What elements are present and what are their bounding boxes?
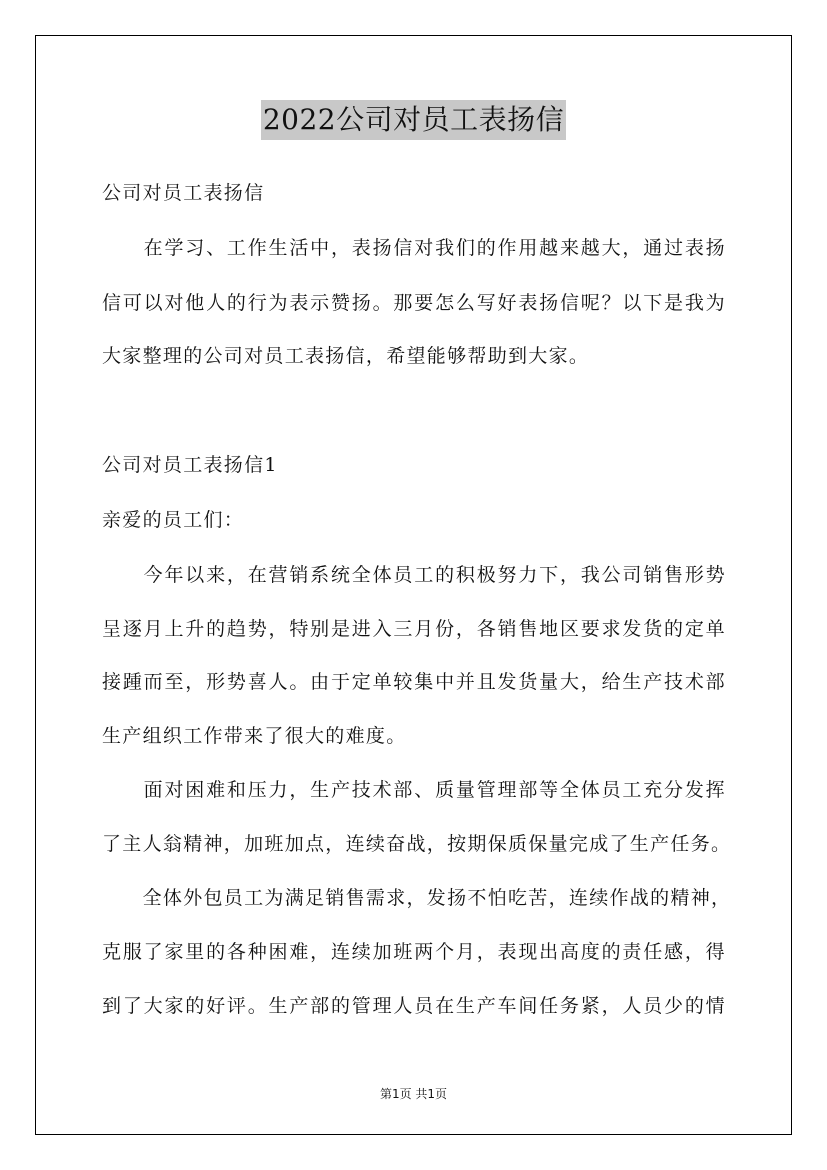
section-heading: 公司对员工表扬信1 [102,454,278,476]
paragraph-line: 全体外包员工为满足销售需求，发扬不怕吃苦，连续作战的精神， [102,887,732,909]
paragraph-line: 面对困难和压力，生产技术部、质量管理部等全体员工充分发挥 [102,779,726,801]
document-title-wrap [0,100,827,140]
paragraph-line: 克服了家里的各种困难，连续加班两个月，表现出高度的责任感，得 [102,941,726,963]
paragraph-line: 信可以对他人的行为表示赞扬。那要怎么写好表扬信呢？以下是我为 [102,292,726,314]
salutation: 亲爱的员工们： [102,509,245,531]
paragraph-line: 今年以来，在营销系统全体员工的积极努力下，我公司销售形势 [102,564,726,586]
paragraph-line: 到了大家的好评。生产部的管理人员在生产车间任务紧，人员少的情 [102,995,726,1017]
paragraph-line: 在学习、工作生活中，表扬信对我们的作用越来越大，通过表扬 [102,237,726,259]
paragraph-line: 接踵而至，形势喜人。由于定单较集中并且发货量大，给生产技术部 [102,671,726,693]
intro-heading: 公司对员工表扬信 [102,182,265,204]
paragraph-line: 生产组织工作带来了很大的难度。 [102,725,407,747]
paragraph-line: 大家整理的公司对员工表扬信，希望能够帮助到大家。 [102,345,590,367]
paragraph-line: 呈逐月上升的趋势，特别是进入三月份，各销售地区要求发货的定单 [102,618,726,640]
page-footer: 第1页 共1页 [379,1087,448,1101]
paragraph-line: 了主人翁精神，加班加点，连续奋战，按期保质保量完成了生产任务。 [102,833,732,855]
document-title: 2022公司对员工表扬信 [261,100,566,140]
